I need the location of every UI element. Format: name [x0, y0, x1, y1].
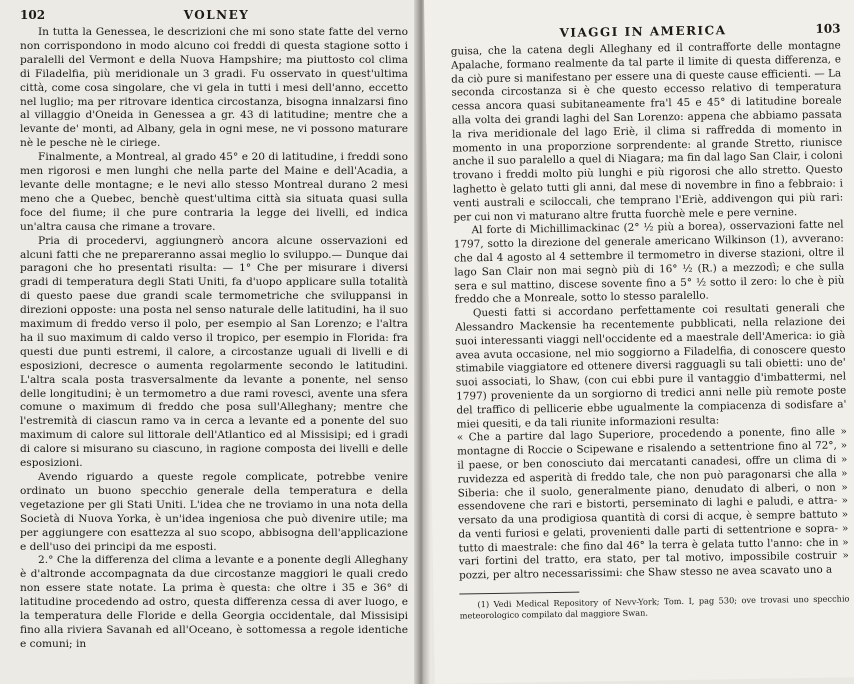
paragraph: In tutta la Genessea, le descrizioni che mi sono state fatte del verno non corrispondono in modo alcuno coi freddi di questa stagione sotto i paralelli del Vermont e della Nuova Hampshire; ma piuttosto col clima di Filadelfia, più meridionale un 3 gradi. Fu osservato in quest'ultima città, come cosa singolare, che vi gela in tutti i mesi dell'anno, eccetto nel luglio; ma per ritrovare identica circostanza, bisogna innalzarsi fino al villaggio d'Oneida in Genessea a gr. 43 di latitudine; mentre che a levante de' monti, ad Albany, gela in ogni mese, ne vi possono maturare nè le pesche nè le ciriege. — [20, 26, 408, 150]
running-title: VOLNEY — [183, 8, 250, 22]
right-page-body — [451, 39, 850, 620]
right-page-header — [450, 21, 840, 41]
page-number: 102 — [20, 8, 46, 22]
paragraph: Avendo riguardo a queste regole complicate, potrebbe venire ordinato un buono specchio generale della temperatura e della vegetazione per gli Stati Uniti. L'idea che ne troviamo in una nota della Società di Nuova Yorka, è un'idea ingeniosa che può divenire utile; ma per aggiungere con esattezza al suo scopo, abbisogna dell'applicazione e dell'uso dei principi da me esposti. — [20, 471, 408, 553]
footnote: (1) Vedi Medical Repository of Nevv-York; Tom. I, pag 530; ove trovasi uno specchio meteorologico compilato dal maggiore Swan. — [459, 593, 850, 621]
right-page — [424, 0, 854, 684]
left-page-body — [20, 26, 408, 652]
running-title: VIAGGI IN AMERICA — [559, 23, 727, 40]
quoted-paragraph: « Che a partire dal lago Superiore, procedendo a ponente, fino alle » montagne di Roccie o Scipewane e risalendo a settentrione fino al 72°, » il paese, or ben conosciuto dai mercatanti canadesi, offre un clima di » ruvidezza ed asperità di freddo tale, che non può paragonarsi che alla » Siberia: che il suolo, generalmente piano, denudato di alberi, o non » essendovene che rari e bistorti, perseminato di laghi e paludi, e attra- » versato da una prodigiosa quantità di corsi di acque, è sempre battuto » da venti furiosi e gelati, provenienti dalle parti di settentrione e sopra- » tutto di maestrale: che fino dal 46° la terra è gelata tutto l'anno: che in » vari fortini del tratto, era stato, per tal motivo, impossibile costruir » pozzi, per altro necessarissimi: che Shaw stesso ne avea scavato uno a — [456, 425, 849, 582]
paragraph: Al forte di Michillimackinac (2° ½ più a borea), osservazioni fatte nel 1797, sotto la direzione del generale americano Wilkinson (1), avverano: che dal 4 agosto al 4 settembre il termometro in diverse stazioni, oltre il lago San Clair non mai segnò più di 16° ½ (R.) a mezzodì; e che sulla sera e sul mattino, discese sovente fino a 5° ½ sotto il zero: lo che è più freddo che a Monreale, sotto lo stesso paralello. — [453, 218, 845, 306]
footnote-divider — [459, 592, 579, 595]
left-page — [0, 0, 420, 684]
paragraph: 2.° Che la differenza del clima a levante e a ponente degli Alleghany è d'altronde accompagnata da due circostanze maggiori le quali credo non essere state notate. La prima è questa: che oltre i 35 e 36° di latitudine procedendo ad ostro, questa differenza cessa di aver luogo, e la temperatura delle Floride e della Georgia occidentale, dal Missisipi fino alla riviera Savanah ed all'Oceano, è sottomessa a regole identiche e comuni; in — [20, 554, 408, 650]
paragraph: Questi fatti si accordano perfettamente coi resultati generali che Alessandro Mackensie ha recentemente pubblicati, nella relazione dei suoi interessanti viaggi nell'occidente ed a maestrale dell'America: io già avea avuta occasione, nel mio soggiorno a Filadelfia, di conoscere questo stimabile viaggiatore ed ottenere diversi ragguagli su tali obietti: uno de' suoi associati, lo Shaw, (con cui ebbi pure il vantaggio d'imbattermi, nel 1797) proveniente da un sorgiorno di tredici anni nelle più remote poste del traffico di pellicerie ebbe ugualmente la compiacenza di sodisfare a' miei quesiti, e da tali riunite informazioni resulta: — [455, 301, 847, 431]
paragraph: Finalmente, a Montreal, al grado 45° e 20 di latitudine, i freddi sono men rigorosi e men lunghi che nella parte del Maine e dell'Acadia, a levante delle montagne; e le nevi allo stesso Montreal durano 2 mesi meno che a Quebec, benchè quest'ultima città sia situata quasi sulla foce del fiume; il che pure contraria la legge dei livelli, ed indica un'altra causa che rimane a trovare. — [20, 151, 408, 233]
paragraph: Pria di procedervi, aggiungnerò ancora alcune osservazioni ed alcuni fatti che ne prepareranno assai meglio lo sviluppo.— Dunque dai paragoni che ho presentati risulta: — 1° Che per misurare i diversi gradi di temperatura degli Stati Uniti, fa d'uopo applicare sulla totalità di questo paese due grandi scale termometriche che sviluppansi in direzioni opposte: una posta nel senso naturale delle latitudini, ha il suo maximum di freddo verso il polo, per esempio al San Lorenzo; e l'altra ha il suo maximum di caldo verso il tropico, per esempio in Florida: fra questi due punti estremi, il calore, a circostanze uguali di livelli e di esposizioni, decresce o aumenta regolarmente secondo le latitudini. L'altra scala posta trasversalmente da levante a ponente, nel senso delle longitudini; è un termometro a due rami rovesci, avente una sfera comune o maximum di freddo che posa sull'Alleghany; mentre che l'estremità di ciascun ramo va in cerca a levante ed a ponente del suo maximum di calore sul littorale dell'Atlantico ed al Missisipi; ed i gradi di calore si misurano su ciascuno, in ragione composta dei livelli e delle esposizioni. — [20, 234, 408, 470]
paragraph: guisa, che la catena degli Alleghany ed il contrafforte delle montagne Apalache, formano realmente da tal parte il limite di questa differenza, e da ciò pure si manifestano per essere una di queste cause efficienti. — La seconda circostanza si è che questo eccesso relativo di temperatura cessa ancora quasi subitaneamente fra'l 45 e 45° di latitudine boreale alla volta dei grandi laghi del San Lorenzo: appena che abbiamo passata la riva meridionale del lago Eriè, il clima si raffredda di momento in momento in una proporzione sorprendente: al grande Stretto, riunisce anche il suo paralello a quel di Niagara; ma fin dal lago San Clair, i coloni trovano i freddi molto più lunghi e più rigorosi che allo stretto. Questo laghetto è gelato tutti gli anni, dal mese di novembre in fino a febbraio: i venti australi e sciloccali, che temprano l'Eriè, addivengon qui più rari: per cui non vi maturano altre frutta fuorchè mele e pere vernine. — [450, 39, 844, 224]
left-page-header — [20, 8, 408, 22]
page-number: 103 — [815, 21, 841, 36]
